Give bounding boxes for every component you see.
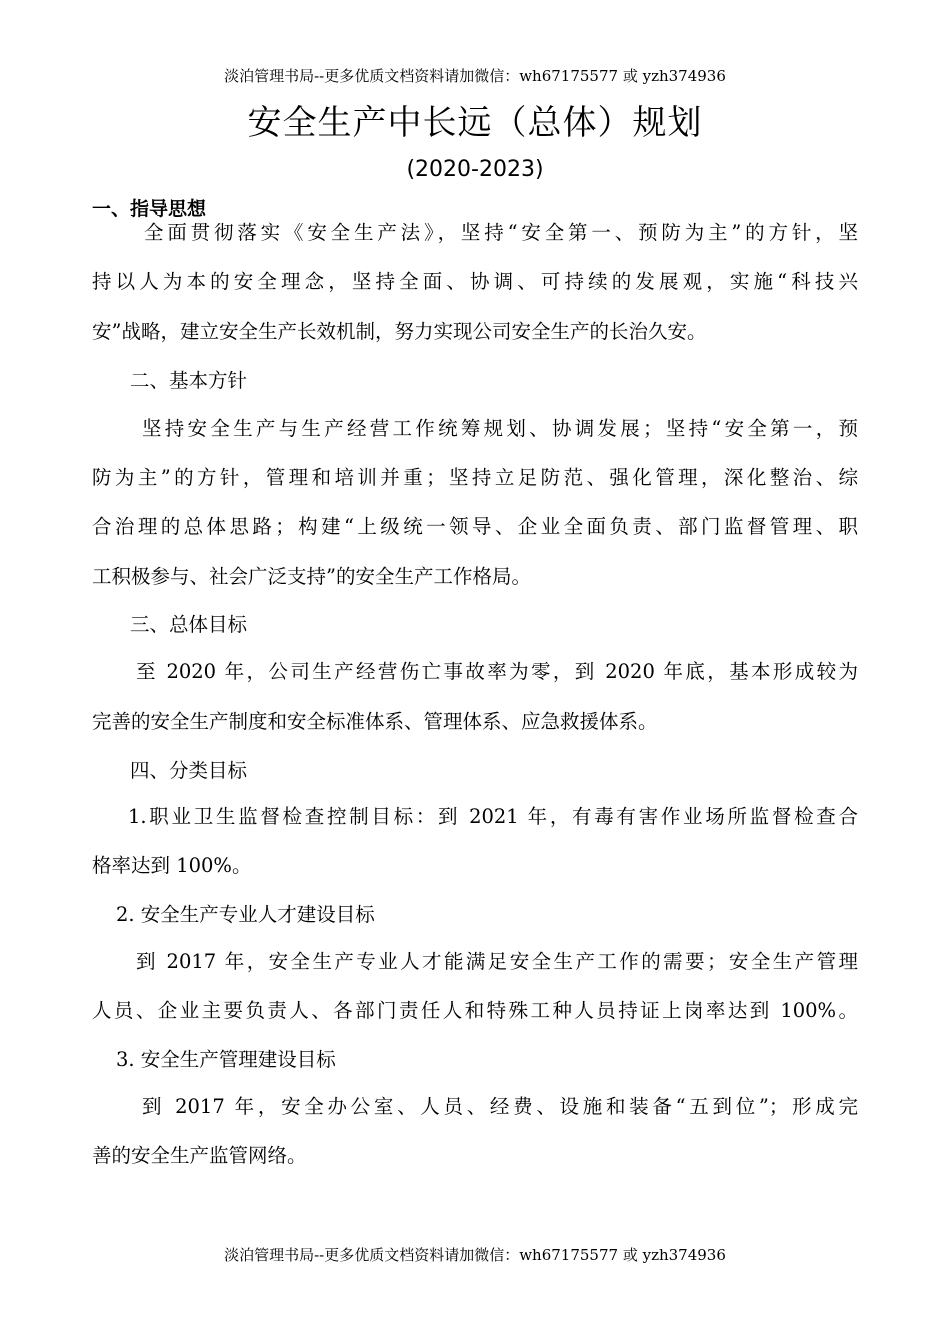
- paragraph-line: 合治理的总体思路；构建“上级统一领导、企业全面负责、部门监督管理、职: [92, 515, 858, 538]
- paragraph-line: 1.职业卫生监督检查控制目标：到 2021 年，有毒有害作业场所监督检查合: [128, 805, 858, 828]
- section-heading-overall-goals: 三、总体目标: [130, 613, 248, 636]
- document-title: 安全生产中长远（总体）规划: [247, 103, 703, 143]
- paragraph-line: 坚持安全生产与生产经营工作统筹规划、协调发展；坚持“安全第一，预: [142, 417, 858, 440]
- subheading-talent-goals: 2. 安全生产专业人才建设目标: [116, 903, 375, 926]
- paragraph-line: 至 2020 年，公司生产经营伤亡事故率为零，到 2020 年底，基本形成较为: [136, 660, 858, 683]
- footer-watermark-note: 淡泊管理书局--更多优质文档资料请加微信：wh67175577 或 yzh374936: [224, 1246, 726, 1264]
- section-heading-category-goals: 四、分类目标: [130, 759, 248, 782]
- header-watermark-note: 淡泊管理书局--更多优质文档资料请加微信：wh67175577 或 yzh374936: [224, 67, 726, 85]
- paragraph-line: 人员、企业主要负责人、各部门责任人和特殊工种人员持证上岗率达到 100%。: [92, 999, 858, 1022]
- paragraph-line: 完善的安全生产制度和安全标准体系、管理体系、应急救援体系。: [92, 710, 658, 733]
- paragraph-line: 到 2017 年，安全生产专业人才能满足安全生产工作的需要；安全生产管理: [136, 950, 858, 973]
- paragraph-line: 安”战略，建立安全生产长效机制，努力实现公司安全生产的长治久安。: [92, 320, 707, 343]
- paragraph-line: 善的安全生产监管网络。: [92, 1144, 307, 1167]
- paragraph-line: 工积极参与、社会广泛支持”的安全生产工作格局。: [92, 565, 531, 588]
- section-heading-guiding-ideology: 一、指导思想: [92, 198, 207, 220]
- paragraph-line: 防为主”的方针，管理和培训并重；坚持立足防范、强化管理，深化整治、综: [92, 466, 858, 489]
- paragraph-line: 格率达到 100%。: [92, 854, 252, 877]
- paragraph-line: 持以人为本的安全理念，坚持全面、协调、可持续的发展观，实施“科技兴: [92, 270, 858, 293]
- document-subtitle-years: (2020-2023): [406, 157, 544, 182]
- paragraph-line: 全面贯彻落实《安全生产法》，坚持“安全第一、预防为主”的方针，坚: [144, 221, 858, 244]
- paragraph-line: 到 2017 年，安全办公室、人员、经费、设施和装备“五到位”；形成完: [142, 1095, 858, 1118]
- section-heading-basic-policy: 二、基本方针: [130, 369, 248, 392]
- subheading-management-goals: 3. 安全生产管理建设目标: [116, 1048, 336, 1071]
